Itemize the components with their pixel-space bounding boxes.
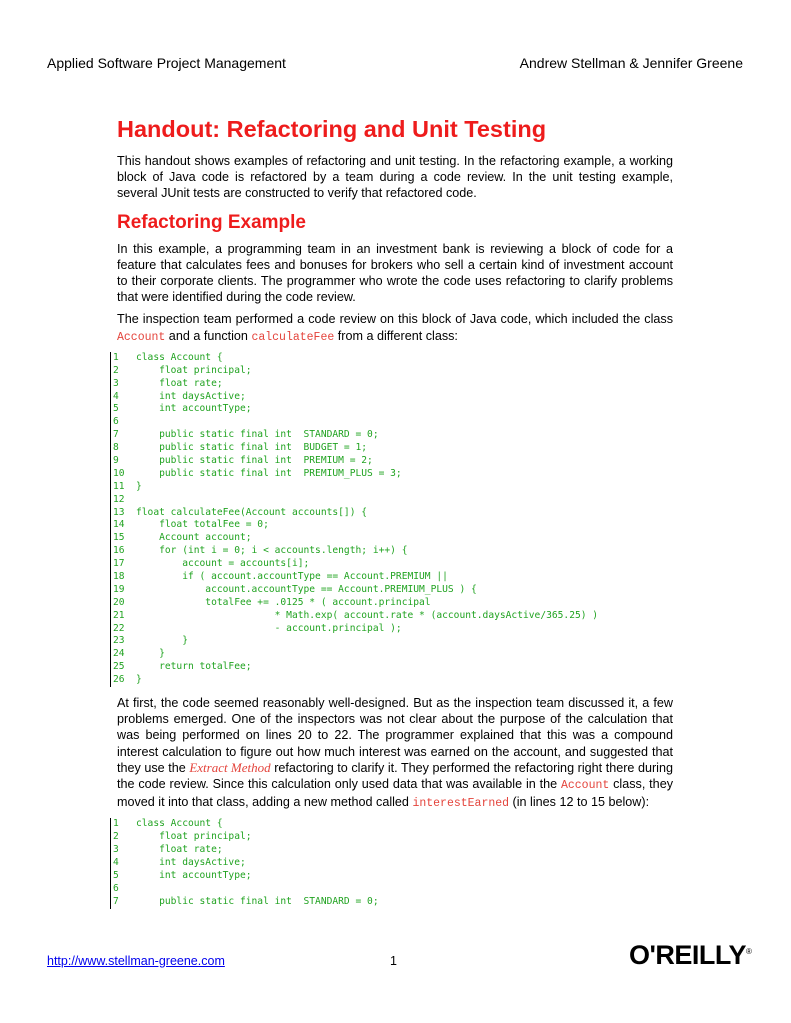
code-text: float rate; [136, 377, 223, 389]
code-line [113, 571, 673, 584]
line-number: 21 [113, 609, 125, 621]
code-line [113, 378, 673, 391]
line-number: 5 [113, 869, 119, 881]
code-line [113, 623, 673, 636]
line-number: 12 [113, 493, 125, 505]
section-heading-refactoring: Refactoring Example [117, 211, 306, 233]
inline-code-interestearned: interestEarned [412, 797, 510, 811]
code-line [113, 648, 673, 661]
text-run: (in lines 12 to 15 below): [509, 795, 650, 810]
code-line [113, 403, 673, 416]
code-text: } [136, 674, 142, 686]
code-listing-refactored [110, 818, 673, 908]
line-number: 8 [113, 442, 119, 454]
line-number: 5 [113, 403, 119, 415]
code-text: float principal; [136, 831, 252, 843]
code-text: public static final int STANDARD = 0; [136, 895, 379, 907]
code-text: return totalFee; [136, 661, 252, 673]
code-text: } [136, 635, 188, 647]
code-line [113, 519, 673, 532]
emphasis-extract-method: Extract Method [189, 759, 271, 775]
code-text: public static final int PREMIUM = 2; [136, 454, 373, 466]
code-line [113, 831, 673, 844]
inline-code-calculatefee: calculateFee [251, 330, 335, 344]
code-line [113, 468, 673, 481]
code-line [113, 584, 673, 597]
line-number: 4 [113, 857, 119, 869]
code-text: Account account; [136, 532, 252, 544]
line-number: 9 [113, 454, 119, 466]
code-line [113, 674, 673, 687]
code-text: int accountType; [136, 403, 252, 415]
registered-mark: ® [745, 947, 752, 956]
line-number: 26 [113, 674, 125, 686]
code-text: int daysActive; [136, 390, 246, 402]
line-number: 17 [113, 558, 125, 570]
code-line [113, 532, 673, 545]
code-text: } [136, 480, 142, 492]
code-line [113, 416, 673, 429]
code-line [113, 481, 673, 494]
code-text: float calculateFee(Account accounts[]) { [136, 506, 368, 518]
line-number: 2 [113, 364, 119, 376]
logo-wordmark: O'REILLY [629, 940, 746, 970]
paragraph-discussion [117, 695, 673, 812]
code-line [113, 545, 673, 558]
code-line [113, 844, 673, 857]
code-line [113, 857, 673, 870]
code-text: public static final int STANDARD = 0; [136, 429, 379, 441]
code-text: for (int i = 0; i < accounts.length; i++) { [136, 545, 408, 557]
code-line [113, 597, 673, 610]
code-text: int daysActive; [136, 857, 246, 869]
code-text: public static final int BUDGET = 1; [136, 442, 368, 454]
running-header-authors: Andrew Stellman & Jennifer Greene [519, 55, 743, 71]
paragraph-context: In this example, a programming team in an investment bank is reviewing a block of code for a feature that calculates fees and bonuses for brokers who sell a certain kind of investment account to their corporate clients. The programmer who wrote the code uses refactoring to clarify problems that were identified during the code review. [117, 241, 673, 305]
line-number: 11 [113, 480, 125, 492]
code-text: class Account { [136, 351, 223, 363]
code-line [113, 442, 673, 455]
code-line [113, 610, 673, 623]
code-line [113, 896, 673, 909]
line-number: 22 [113, 622, 125, 634]
text-run: refactoring to clarify it. They performed the refactoring right there during the code review. Since this calculation only used data that was available in the [117, 760, 673, 791]
line-number: 7 [113, 895, 119, 907]
code-text: if ( account.accountType == Account.PREMIUM || [136, 570, 448, 582]
code-text: float totalFee = 0; [136, 519, 269, 531]
text-run: class, they moved it into that class, adding a new method called [117, 777, 673, 810]
line-number: 25 [113, 661, 125, 673]
code-listing-original [110, 352, 673, 687]
line-number: 4 [113, 390, 119, 402]
footer-website-link[interactable]: http://www.stellman-greene.com [47, 954, 225, 968]
code-line [113, 558, 673, 571]
line-number: 1 [113, 351, 119, 363]
line-number: 10 [113, 467, 125, 479]
code-text: public static final int PREMIUM_PLUS = 3; [136, 467, 402, 479]
page-number: 1 [390, 954, 397, 968]
line-number: 6 [113, 882, 119, 894]
code-line [113, 870, 673, 883]
line-number: 2 [113, 831, 119, 843]
line-number: 1 [113, 818, 119, 830]
line-number: 23 [113, 635, 125, 647]
code-line [113, 635, 673, 648]
code-line [113, 352, 673, 365]
text-run: The inspection team performed a code review on this block of Java code, which included the class [117, 312, 673, 327]
line-number: 3 [113, 377, 119, 389]
code-text: * Math.exp( account.rate * (account.daysActive/365.25) ) [136, 609, 599, 621]
page-title: Handout: Refactoring and Unit Testing [117, 116, 547, 142]
code-line [113, 661, 673, 674]
inline-code-account: Account [560, 779, 610, 792]
line-number: 24 [113, 648, 125, 660]
code-line [113, 883, 673, 896]
code-line [113, 429, 673, 442]
text-run: and a function [165, 328, 252, 343]
code-line [113, 494, 673, 507]
code-text: account.accountType == Account.PREMIUM_PLUS ) { [136, 583, 477, 595]
text-run: from a different class: [334, 328, 458, 343]
code-text: class Account { [136, 818, 223, 830]
code-text: float principal; [136, 364, 252, 376]
code-line [113, 507, 673, 520]
paragraph-inspection [117, 311, 673, 345]
code-text: int accountType; [136, 869, 252, 881]
code-text: - account.principal ); [136, 622, 402, 634]
line-number: 13 [113, 506, 125, 518]
line-number: 14 [113, 519, 125, 531]
line-number: 6 [113, 416, 119, 428]
text-run: At first, the code seemed reasonably well-designed. But as the inspection team discussed it, a few problems emerged. One of the inspectors was not clear about the purpose of the calculation that was being performed on lines 20 to 22. The programmer explained that this was a compound interest calculation to figure out how much interest was earned on the account, and suggested that they use the [117, 695, 673, 775]
line-number: 15 [113, 532, 125, 544]
line-number: 3 [113, 844, 119, 856]
code-text: float rate; [136, 844, 223, 856]
line-number: 20 [113, 596, 125, 608]
line-number: 18 [113, 570, 125, 582]
line-number: 7 [113, 429, 119, 441]
line-number: 16 [113, 545, 125, 557]
oreilly-logo [629, 940, 751, 971]
code-line [113, 365, 673, 378]
code-text: account = accounts[i]; [136, 558, 310, 570]
running-header-book-title: Applied Software Project Management [47, 55, 286, 71]
inline-code-account: Account [117, 330, 166, 344]
code-line [113, 818, 673, 831]
code-text: totalFee += .0125 * ( account.principal [136, 596, 431, 608]
line-number: 19 [113, 583, 125, 595]
document-body [113, 114, 673, 917]
code-line [113, 391, 673, 404]
code-text: } [136, 648, 165, 660]
code-line [113, 455, 673, 468]
intro-paragraph: This handout shows examples of refactoring and unit testing. In the refactoring example, a working block of Java code is refactored by a team during a code review. In the unit testing example, several JUnit tests are constructed to verify that refactored code. [117, 154, 673, 201]
